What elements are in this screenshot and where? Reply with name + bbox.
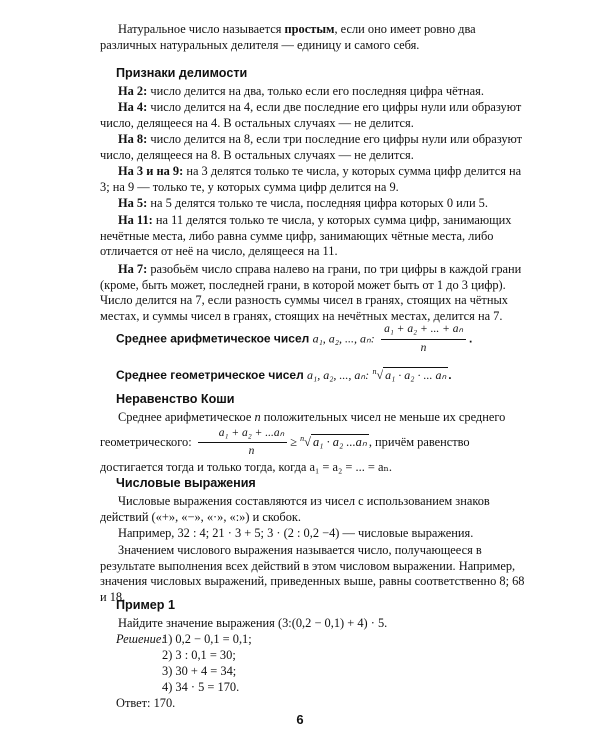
solution-step-3: 3) 30 + 4 = 34; [162,664,237,678]
answer: Ответ: 170. [116,696,176,710]
cauchy-root: $^n$√ a₁ · a₂ ...aₙ [300,433,367,449]
cauchy-heading: Неравенство Коши [116,392,235,406]
arithmetic-mean-line: Среднее арифметическое чисел a₁, a₂, ..., aₙ: $\frac{\text{a₁ + a₂ + ... + aₙ}}{n}$ . [116,322,472,356]
rule-2: На 2: число делится на два, только если его последняя цифра чётная. [118,84,484,98]
divisibility-heading: Признаки делимости [116,66,248,80]
solution-step-2: 2) 3 : 0,1 = 30; [162,648,236,662]
rule-5: На 5: на 5 делятся только те числа, последняя цифра которых 0 или 5. [118,196,488,210]
page-number: 6 [296,712,304,727]
prime-term: простым [284,22,335,36]
geometric-mean-root: $^n$√ a₁ · a₂ · ... aₙ [372,367,447,382]
cauchy-text: Среднее арифметическое n положительных чисел не меньше их среднего геометрического: $\frac{\text{a₁ + a₂ + ...aₙ}}{n}$ ≥ $^n$√ a₁ · a₂ ...aₙ , причём равенство достигается тогда и только тогда, когда a₁ = a₂ = ... = aₙ. [100,410,506,474]
expressions-heading: Числовые выражения [116,476,256,490]
rule-4: На 4: число делится на 4, если две последние его цифры нули или образуют число, делящееся на 4. В остальных случаях — не делится. [100,100,522,130]
rule-7: На 7: разобьём число справа налево на грани, по три цифры в каждой грани (кроме, быть может, последней грани, в которой может быть от 1 до 3 цифр). Число делится на 7, если разность суммы чисел в гранях, стоящих на чётных местах, и суммы чисел в гранях, стоящих на нечётных местах, делится на 7. [100,262,522,323]
solution-step-1: 1) 0,2 − 0,1 = 0,1; [162,632,252,646]
rule-11: На 11: на 11 делятся только те числа, у которых сумма цифр, занимающих нечётные места, либо равна сумме цифр, занимающих чётные места, либо отличается от неё на число, делящееся на 11. [100,213,512,259]
example-task: Найдите значение выражения (3:(0,2 − 0,1) + 4) · 5. [118,616,388,630]
prime-definition: Натуральное число называется простым, если оно имеет ровно два различных натуральных делителя — единицу и самого себя. [100,22,476,52]
expressions-p2: Например, 32 : 4; 21 · 3 + 5; 3 · (2 : 0,2 −4) — числовые выражения. [118,526,474,540]
solution-step-4: 4) 34 · 5 = 170. [162,680,240,694]
cauchy-fraction: $\frac{\text{a₁ + a₂ + ...aₙ}}{n}$ [198,426,287,460]
geometric-mean-line: Среднее геометрическое чисел a₁, a₂, ..., aₙ: $^n$√ a₁ · a₂ · ... aₙ . [116,367,452,382]
expressions-p1: Числовые выражения составляются из чисел с использованием знаков действий («+», «−», «·», «:») и скобок. [100,494,490,524]
rule-3-9: На 3 и на 9: на 3 делятся только те числа, у которых сумма цифр делится на 3; на 9 — только те, у которых сумма цифр делится на 9. [100,164,522,194]
expressions-p3: Значением числового выражения называется число, получающееся в результате выполнения всех действий в этом числовом выражении. Например, значения числовых выражений, приведенных выше, равны соответственно 8; 68 и 18. [100,543,525,604]
arithmetic-mean-fraction: $\frac{\text{a₁ + a₂ + ... + aₙ}}{n}$ [381,322,466,356]
example-heading: Пример 1 [116,598,176,612]
solution-label: Решение: [116,632,166,646]
rule-8: На 8: число делится на 8, если три последние его цифры нули или образуют число, делящееся на 8. В остальных случаях — не делится. [100,132,523,162]
